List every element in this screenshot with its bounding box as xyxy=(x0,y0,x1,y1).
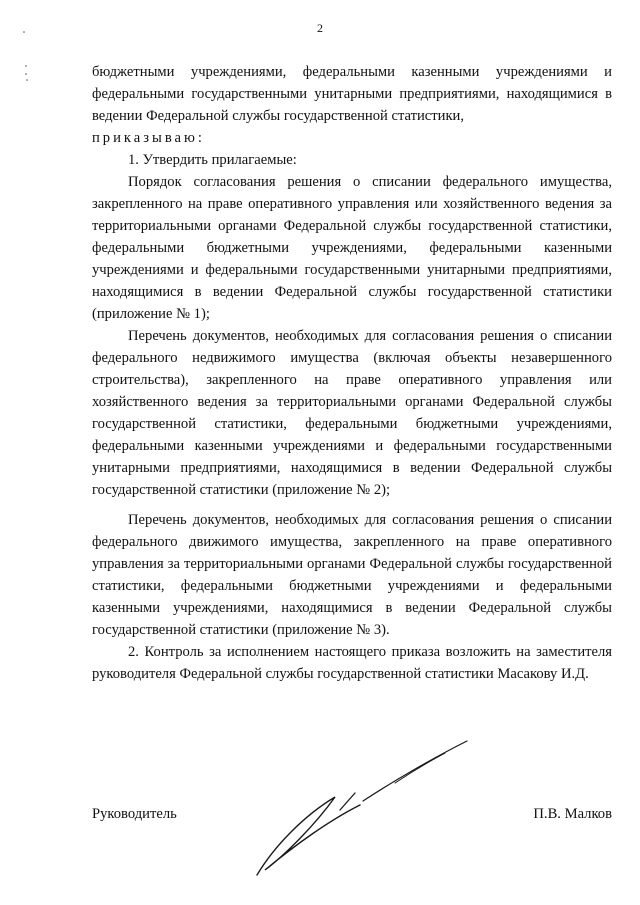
paragraph-procedure: Порядок согласования решения о списании федерального имущества, закрепленного на праве оперативного управления или хозяйственного ведения за территориальными органами Федеральной службы государственной статистики, федеральными бюджетными учреждениями, федеральными казенными учреждениями и федеральными государственными унитарными предприятиями, находящимися в ведении Федеральной службы государственной статистики (приложение № 1); xyxy=(92,174,612,322)
signatory-name: П.В. Малков xyxy=(533,806,612,822)
paragraph-item-2: 2. Контроль за исполнением настоящего приказа возложить на заместителя руководителя Федеральной службы государственной статистики Масакову И.Д. xyxy=(92,644,612,682)
document-body xyxy=(92,61,612,685)
scan-marks xyxy=(10,20,50,90)
order-word: приказываю: xyxy=(92,130,205,146)
paragraph-intro: бюджетными учреждениями, федеральными казенными учреждениями и федеральными государственными унитарными предприятиями, находящимися в ведении Федеральной службы государственной статистики, xyxy=(92,64,612,124)
handwritten-signature xyxy=(245,735,485,885)
paragraph-list-movable: Перечень документов, необходимых для согласования решения о списании федерального движимого имущества, закрепленного на праве оперативного управления за территориальными органами Федеральной службы государственной статистики, федеральными бюджетными учреждениями и федеральными казенными учреждениями, находящимися в ведении Федеральной службы государственной статистики (приложение № 3). xyxy=(92,512,612,638)
paragraph-list-real-estate: Перечень документов, необходимых для согласования решения о списании федерального недвижимого имущества (включая объекты незавершенного строительства), закрепленного на праве оперативного управления или хозяйственного ведения за территориальными органами Федеральной службы государственной статистики, федеральными бюджетными учреждениями, федеральными казенными учреждениями и федеральными государственными унитарными предприятиями, находящимися в ведении Федеральной службы государственной статистики (приложение № 2); xyxy=(92,328,612,498)
paragraph-item-1: 1. Утвердить прилагаемые: xyxy=(128,152,297,168)
page-number: 2 xyxy=(317,21,323,35)
signatory-title: Руководитель xyxy=(92,806,177,822)
